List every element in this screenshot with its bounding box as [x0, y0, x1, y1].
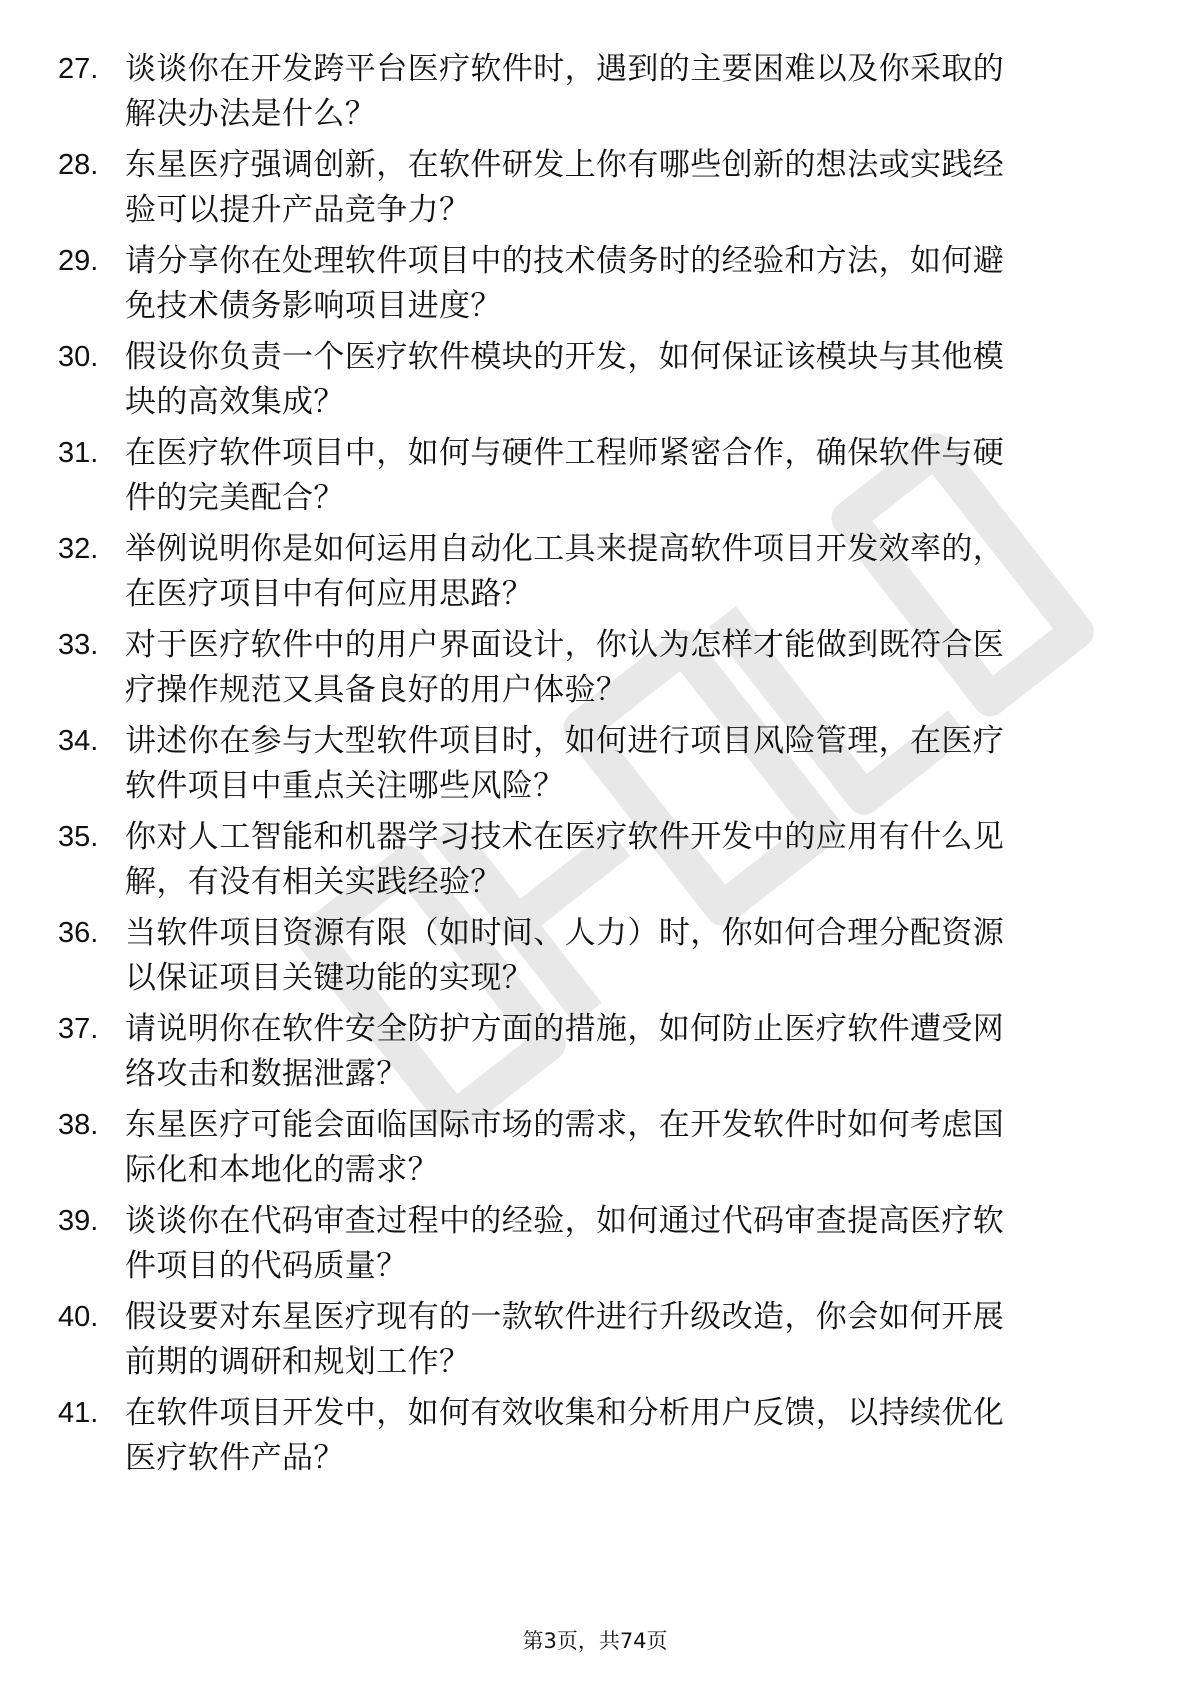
question-item: [58, 815, 1138, 905]
question-text: 谈谈你在代码审查过程中的经验，如何通过代码审查提高医疗软 件项目的代码质量？: [125, 1203, 1005, 1284]
question-text: 你对人工智能和机器学习技术在医疗软件开发中的应用有什么见 解，有没有相关实践经验？: [125, 819, 1005, 900]
question-item: [58, 1103, 1138, 1193]
question-number: 39.: [58, 1205, 99, 1237]
question-item: [58, 1007, 1138, 1097]
question-number: 40.: [58, 1301, 99, 1333]
question-text: 东星医疗可能会面临国际市场的需求，在开发软件时如何考虑国 际化和本地化的需求？: [125, 1107, 1005, 1188]
question-item: [58, 335, 1138, 425]
question-item: [58, 143, 1138, 233]
question-text: 在医疗软件项目中，如何与硬件工程师紧密合作，确保软件与硬 件的完美配合？: [125, 435, 1005, 516]
question-item: [58, 527, 1138, 617]
question-text: 在软件项目开发中，如何有效收集和分析用户反馈，以持续优化 医疗软件产品？: [125, 1395, 1005, 1476]
question-number: 27.: [58, 53, 99, 85]
question-number: 37.: [58, 1013, 99, 1045]
page-number-label: 第3页，共74页: [522, 1629, 668, 1653]
question-item: [58, 1391, 1138, 1481]
question-number: 38.: [58, 1109, 99, 1141]
question-number: 33.: [58, 629, 99, 661]
question-item: [58, 1295, 1138, 1385]
question-text: 请分享你在处理软件项目中的技术债务时的经验和方法，如何避 免技术债务影响项目进度？: [125, 243, 1005, 324]
question-text: 谈谈你在开发跨平台医疗软件时，遇到的主要困难以及你采取的 解决办法是什么？: [125, 51, 1005, 132]
question-number: 32.: [58, 533, 99, 565]
question-item: [58, 239, 1138, 329]
question-item: [58, 1199, 1138, 1289]
question-item: [58, 719, 1138, 809]
question-text: 请说明你在软件安全防护方面的措施，如何防止医疗软件遭受网 络攻击和数据泄露？: [125, 1011, 1005, 1092]
question-text: 讲述你在参与大型软件项目时，如何进行项目风险管理，在医疗 软件项目中重点关注哪些风险？: [125, 723, 1005, 804]
question-text: 假设你负责一个医疗软件模块的开发，如何保证该模块与其他模 块的高效集成？: [125, 339, 1005, 420]
question-number: 41.: [58, 1397, 99, 1429]
question-number: 30.: [58, 341, 99, 373]
question-number: 31.: [58, 437, 99, 469]
question-item: [58, 623, 1138, 713]
question-text: 假设要对东星医疗现有的一款软件进行升级改造，你会如何开展 前期的调研和规划工作？: [125, 1299, 1005, 1380]
question-number: 35.: [58, 821, 99, 853]
question-text: 东星医疗强调创新，在软件研发上你有哪些创新的想法或实践经 验可以提升产品竞争力？: [125, 147, 1005, 228]
question-number: 29.: [58, 245, 99, 277]
question-text: 对于医疗软件中的用户界面设计，你认为怎样才能做到既符合医 疗操作规范又具备良好的用户体验？: [125, 627, 1005, 708]
question-item: [58, 47, 1138, 137]
question-item: [58, 911, 1138, 1001]
question-text: 举例说明你是如何运用自动化工具来提高软件项目开发效率的， 在医疗项目中有何应用思路？: [125, 531, 1005, 612]
question-number: 28.: [58, 149, 99, 181]
question-number: 34.: [58, 725, 99, 757]
question-number: 36.: [58, 917, 99, 949]
question-text: 当软件项目资源有限（如时间、人力）时，你如何合理分配资源 以保证项目关键功能的实现？: [125, 915, 1005, 996]
page-footer: [0, 1626, 1190, 1656]
question-item: [58, 431, 1138, 521]
